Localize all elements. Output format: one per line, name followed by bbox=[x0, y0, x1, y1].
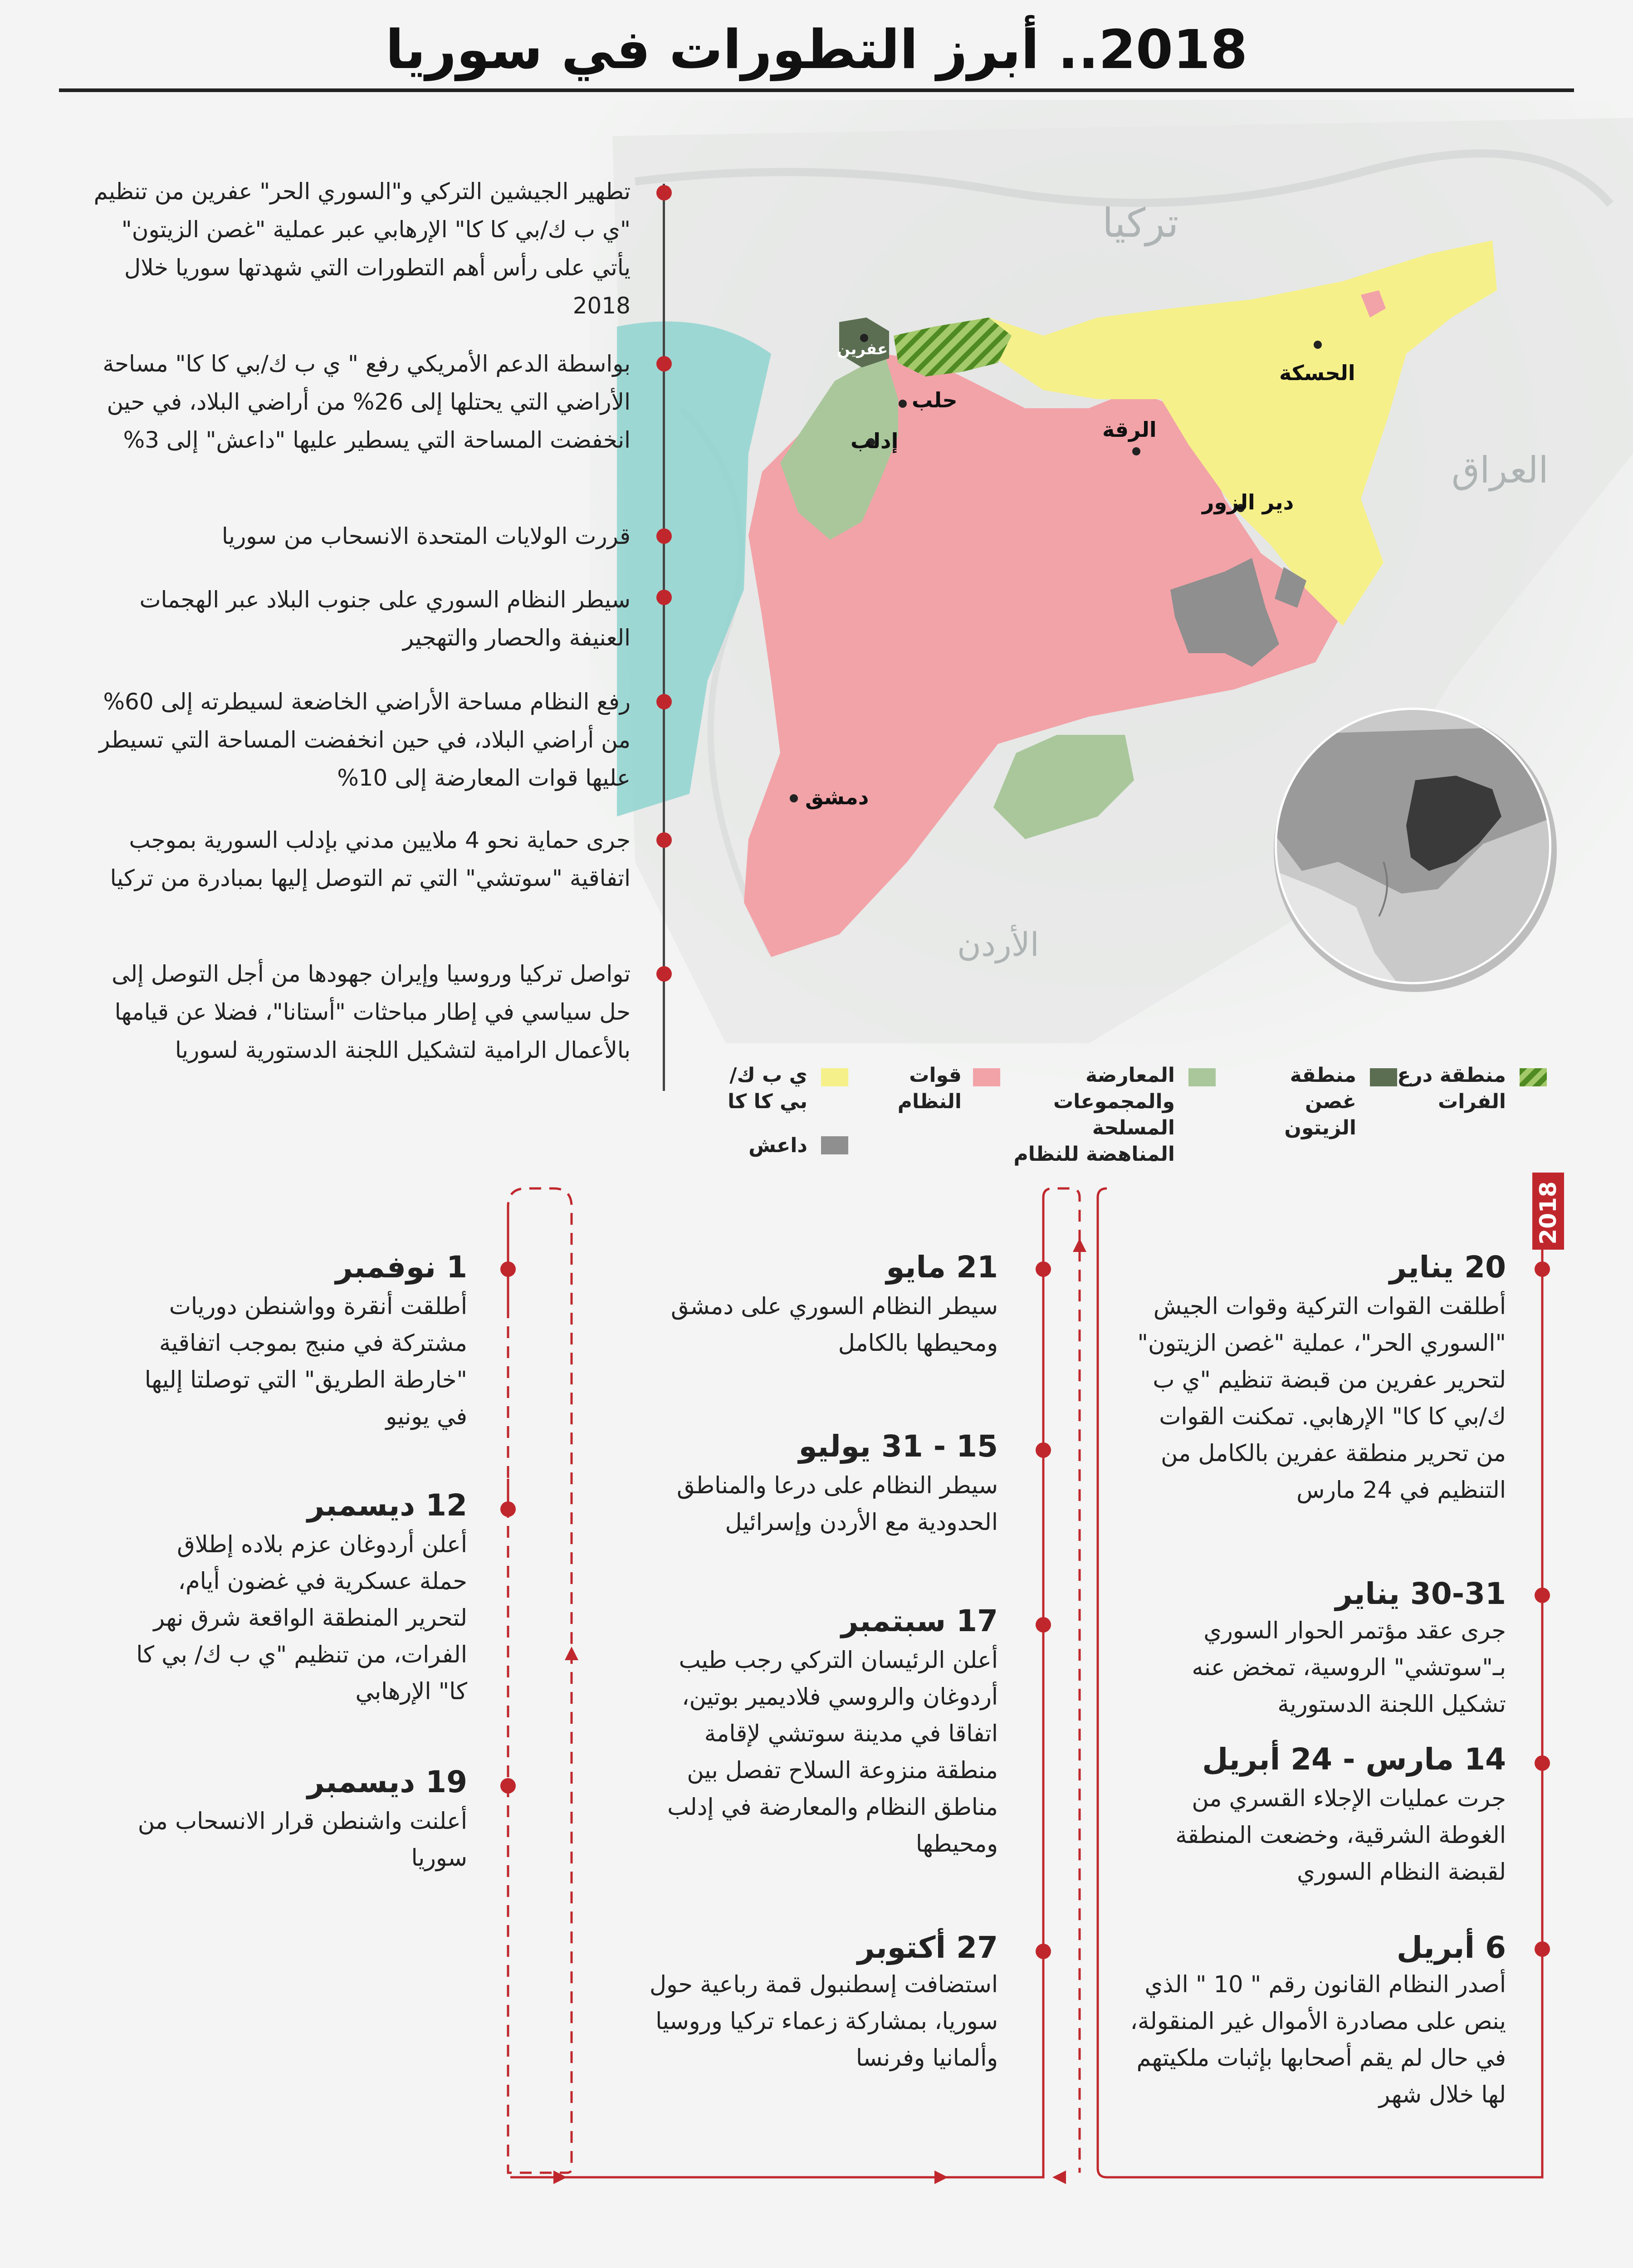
event-text-nov1: أطلقت أنقرة وواشنطن دوريات مشتركة في منبج بموجب اتفاقية "خارطة الطريق" التي توصلتا إليها في يونيو bbox=[144, 1293, 467, 1430]
euphrates-shield-area bbox=[894, 318, 1012, 376]
event-text-sep17: أعلن الرئيسان التركي رجب طيب أردوغان والروسي فلاديمير بوتين، اتفاقا في مدينة سوتشي لإقامة منطقة منزوعة السلاح تفصل بين مناطق النظام والمعارضة في إدلب ومحيطها bbox=[667, 1647, 998, 1857]
city-label-damascus: دمشق bbox=[805, 785, 869, 809]
legend-swatch-olive bbox=[1370, 1068, 1397, 1086]
timeline-dot-mar14 bbox=[1535, 1755, 1550, 1771]
timeline-dot-jan30 bbox=[1535, 1588, 1550, 1603]
event-text-mar14: جرت عمليات الإجلاء القسري من الغوطة الشرقية، وخضعت المنطقة لقبضة النظام السوري bbox=[1175, 1785, 1506, 1886]
city-label-raqqa: الرقة bbox=[1102, 417, 1157, 442]
event-text-jan20: أطلقت القوات التركية وقوات الجيش "السوري الحر"، عملية "غصن الزيتون" لتحرير عفرين من قبضة تنظيم "ي ب ك/بي كا كا" الإرهابي. تمكنت القوات من تحرير منطقة عفرين بالكامل من التنظيم في 24 مارس bbox=[1137, 1293, 1506, 1504]
country-label-jordan: الأردن bbox=[957, 925, 1039, 963]
timeline-dot-apr6 bbox=[1535, 1941, 1550, 1957]
event-date-apr6: 6 أبريل bbox=[1396, 1930, 1506, 1965]
highlight-text-3: قررت الولايات المتحدة الانسحاب من سوريا bbox=[221, 523, 631, 549]
event-date-jan20: 20 يناير bbox=[1389, 1250, 1506, 1285]
highlight-bullet-2 bbox=[656, 356, 672, 371]
timeline-dot-dec19 bbox=[500, 1778, 516, 1794]
highlight-bullet-3 bbox=[656, 528, 672, 544]
event-date-dec12: 12 ديسمبر bbox=[307, 1488, 467, 1523]
legend-label-olive: منطقة غصن الزيتون bbox=[1284, 1064, 1356, 1139]
legend-label-regime: قوات النظام bbox=[897, 1064, 962, 1113]
event-text-jul15: سيطر النظام على درعا والمناطق الحدودية مع الأردن وإسرائيل bbox=[677, 1472, 998, 1536]
highlight-text-7: تواصل تركيا وروسيا وإيران جهودها من أجل التوصل إلى حل سياسي في إطار مباحثات "أستانا"، فضلا عن قيامها بالأعمال الرامية لتشكيل اللجنة الدستورية لسوريا bbox=[112, 961, 631, 1063]
title-underline bbox=[59, 88, 1574, 92]
legend-swatch-regime bbox=[973, 1068, 1000, 1086]
year-badge-text: 2018 bbox=[1535, 1181, 1561, 1245]
city-label-idlib: إدلب bbox=[851, 429, 899, 453]
timeline-dot-oct27 bbox=[1036, 1944, 1051, 1959]
inset-locator-map bbox=[1266, 699, 1560, 993]
country-label-turkey: تركيا bbox=[1102, 200, 1179, 246]
legend-swatch-ypg bbox=[821, 1068, 848, 1086]
country-label-iraq: العراق bbox=[1452, 449, 1549, 491]
legend-swatch-euphrates bbox=[1520, 1068, 1547, 1086]
event-date-jul15: 15 - 31 يوليو bbox=[798, 1429, 998, 1464]
legend-label-ypg: ي ب ك/ بي كا كا bbox=[728, 1064, 807, 1113]
event-date-jan30: 30-31 يناير bbox=[1335, 1576, 1506, 1611]
timeline-dot-may21 bbox=[1036, 1261, 1051, 1277]
event-date-may21: 21 مايو bbox=[886, 1250, 998, 1285]
highlight-text-1: تطهير الجيشين التركي و"السوري الحر" عفرين من تنظيم "ي ب ك/بي كا كا" الإرهابي عبر عملية "غصن الزيتون" يأتي على رأس أهم التطورات التي شهدتها سوريا خلال 2018 bbox=[93, 178, 631, 319]
event-date-mar14: 14 مارس - 24 أبريل bbox=[1202, 1742, 1506, 1777]
event-date-oct27: 27 أكتوبر bbox=[857, 1930, 998, 1965]
year-badge bbox=[1532, 1173, 1564, 1250]
event-text-dec12: أعلن أردوغان عزم بلاده إطلاق حملة عسكرية في غضون أيام، لتحرير المنطقة الواقعة شرق نهر الفرات، من تنظيم "ي ب ك/ بي كا كا" الإرهابي bbox=[136, 1531, 467, 1705]
legend-label-isis: داعش bbox=[748, 1134, 807, 1157]
city-label-aleppo: حلب bbox=[912, 388, 958, 412]
highlight-bullet-5 bbox=[656, 694, 672, 709]
city-label-hasakah: الحسكة bbox=[1279, 361, 1355, 385]
mediterranean-sea bbox=[617, 322, 771, 816]
event-date-dec19: 19 ديسمبر bbox=[307, 1765, 467, 1799]
highlight-text-4: سيطر النظام السوري على جنوب البلاد عبر الهجمات العنيفة والحصار والتهجير bbox=[139, 587, 631, 651]
highlight-bullet-6 bbox=[656, 832, 672, 848]
event-date-nov1: 1 نوفمبر bbox=[335, 1250, 467, 1285]
highlight-text-2: بواسطة الدعم الأمريكي رفع " ي ب ك/بي كا كا" مساحة الأراضي التي يحتلها إلى 26% من أراضي البلاد، في حين انخفضت المساحة التي يسطير عليها "داعش" إلى 3% bbox=[103, 351, 631, 453]
event-text-jan30: جرى عقد مؤتمر الحوار السوري بـ"سوتشي" الروسية، تمخض عنه تشكيل اللجنة الدستورية bbox=[1192, 1618, 1506, 1718]
timeline-dot-dec12 bbox=[500, 1501, 516, 1517]
event-date-sep17: 17 سبتمبر bbox=[841, 1603, 998, 1638]
highlight-text-5: رفع النظام مساحة الأراضي الخاضعة لسيطرته إلى 60% من أراضي البلاد، في حين انخفضت المساحة التي تسيطر عليها قوات المعارضة إلى 10% bbox=[99, 689, 631, 791]
city-label-afrin: عفرين bbox=[837, 340, 888, 358]
legend-label-euphrates: منطقة درع الفرات bbox=[1397, 1064, 1506, 1113]
page-title: 2018.. أبرز التطورات في سوريا bbox=[385, 18, 1248, 81]
timeline-dot-sep17 bbox=[1036, 1617, 1051, 1633]
event-text-may21: سيطر النظام السوري على دمشق ومحيطها بالكامل bbox=[671, 1293, 998, 1357]
highlight-bullet-4 bbox=[656, 590, 672, 605]
timeline-dot-jan20 bbox=[1535, 1261, 1550, 1277]
event-text-oct27: استضافت إسطنبول قمة رباعية حول سوريا، بمشاركة زعماء تركيا وروسيا وألمانيا وفرنسا bbox=[650, 1971, 998, 2072]
city-label-deir-ez-zor: دير الزور bbox=[1202, 490, 1294, 514]
event-text-dec19: أعلنت واشنطن قرار الانسحاب من سوريا bbox=[137, 1808, 467, 1872]
timeline-dot-jul15 bbox=[1036, 1442, 1051, 1458]
event-text-apr6: أصدر النظام القانون رقم " 10 " الذي ينص على مصادرة الأموال غير المنقولة، في حال لم يقم أصحابها بإثبات ملكيتهم لها خلال شهر bbox=[1130, 1971, 1506, 2108]
timeline-dot-nov1 bbox=[500, 1261, 516, 1277]
highlight-bullet-7 bbox=[656, 966, 672, 982]
highlight-text-6: جرى حماية نحو 4 ملايين مدني بإدلب السورية بموجب اتفاقية "سوتشي" التي تم التوصل إليها بمبادرة من تركيا bbox=[110, 827, 631, 891]
highlights-vertical-line bbox=[663, 184, 665, 1091]
highlight-bullet-1 bbox=[656, 185, 672, 200]
legend-swatch-opposition bbox=[1188, 1068, 1216, 1086]
legend-label-opposition: المعارضة والمجموعات المسلحة المناهضة للنظام bbox=[1013, 1064, 1175, 1166]
opposition-south bbox=[993, 735, 1134, 839]
legend-swatch-isis bbox=[821, 1136, 848, 1154]
